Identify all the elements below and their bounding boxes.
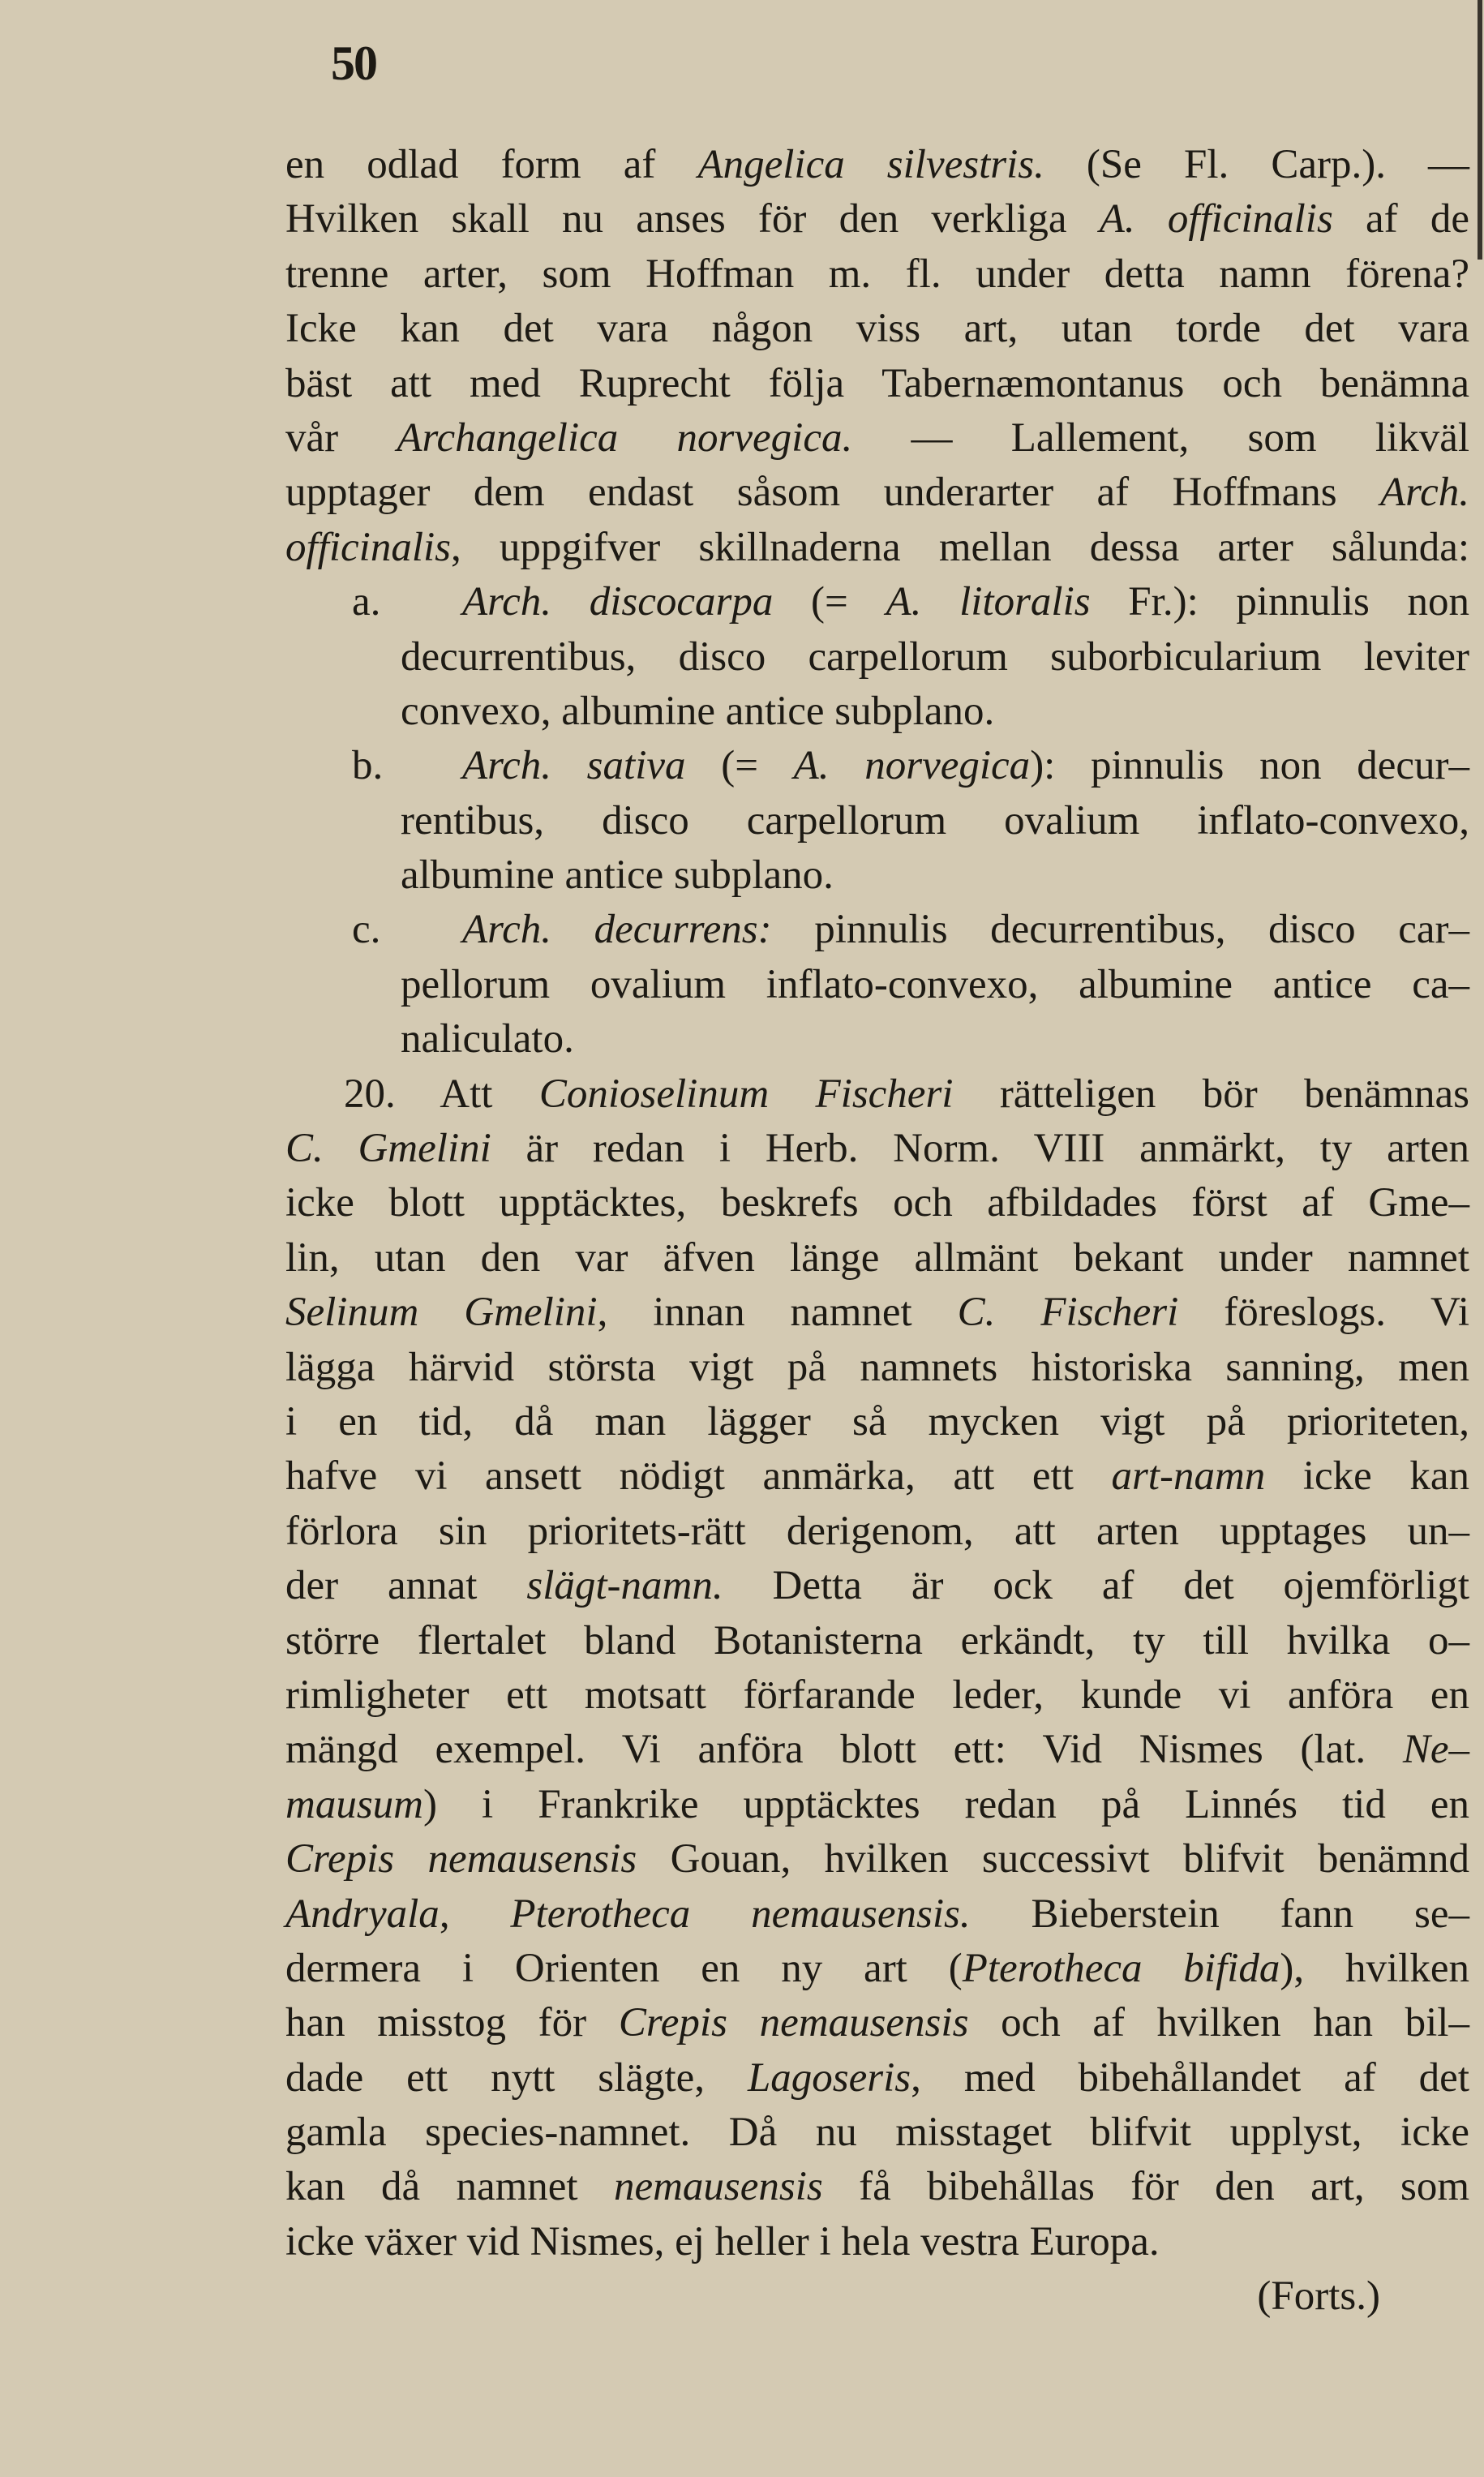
text-segment: han misstog för	[285, 2000, 619, 2046]
text-segment: gamla species-namnet. Då nu misstaget blifvit upplyst, icke	[285, 2110, 1469, 2156]
italic-segment: Angelica silvestris.	[697, 142, 1044, 187]
text-line	[285, 903, 1469, 957]
text-segment: decurrentibus, disco carpellorum suborbicularium leviter	[401, 633, 1469, 680]
text-segment: Icke kan det vara någon viss art, utan torde det vara	[285, 306, 1469, 352]
text-line	[285, 685, 1469, 739]
text-segment: lin, utan den var äfven länge allmänt bekant under namnet	[285, 1234, 1469, 1281]
text-segment: hafve vi ansett nödigt anmärka, att ett	[285, 1453, 1112, 1500]
italic-segment: Lagoseris	[747, 2054, 911, 2101]
text-segment: af de	[1332, 196, 1469, 243]
text-line	[285, 1176, 1469, 1230]
text-segment: , med bibehållandet af det	[911, 2054, 1469, 2101]
text-line	[285, 247, 1469, 302]
text-segment: pinnulis decurrentibus, disco car–	[771, 907, 1470, 953]
italic-segment: mausum	[285, 1781, 424, 1827]
text-line	[285, 2269, 1469, 2324]
text-line	[285, 1341, 1469, 1395]
text-segment: Bieberstein fann se–	[970, 1891, 1469, 1937]
text-segment: rentibus, disco carpellorum ovalium inflato-convexo,	[401, 797, 1469, 844]
text-segment: rätteligen bör benämnas	[953, 1071, 1469, 1117]
italic-segment: officinalis	[285, 524, 451, 570]
text-line	[285, 466, 1469, 520]
text-segment: dermera i Orienten en ny art (	[285, 1945, 963, 1991]
text-segment: större flertalet bland Botanisterna erkändt, ty till hvilka o–	[285, 1617, 1469, 1663]
text-segment: vår	[285, 414, 397, 461]
text-segment: lägga härvid största vigt på namnets historiska sanning, men	[285, 1344, 1469, 1390]
text-segment: en odlad form af	[285, 142, 698, 187]
page-number: 50	[331, 36, 376, 90]
italic-segment: A. officinalis	[1099, 196, 1333, 243]
item-marker: b.	[352, 743, 384, 789]
text-segment: ), hvilken	[1280, 1945, 1469, 1991]
text-line	[285, 357, 1469, 411]
text-line	[285, 1012, 1469, 1067]
text-segment: (Se Fl. Carp.). —	[1044, 142, 1470, 187]
text-segment: der annat	[285, 1563, 527, 1609]
text-segment: Hvilken skall nu anses för den verkliga	[285, 196, 1100, 243]
italic-segment: Crepis nemausensis	[618, 2000, 969, 2046]
page-edge-shadow	[1478, 0, 1482, 260]
text-segment: (Forts.)	[1257, 2273, 1380, 2320]
text-line	[285, 2051, 1469, 2106]
text-segment: , uppgifver skillnaderna mellan dessa arter sålunda:	[451, 524, 1469, 570]
text-line	[285, 2160, 1469, 2214]
text-line	[285, 848, 1469, 903]
italic-segment: C. Fischeri	[957, 1290, 1179, 1336]
text-line	[285, 1559, 1469, 1613]
text-segment: mängd exempel. Vi anföra blott ett: Vid Nismes (lat.	[285, 1727, 1403, 1773]
text-segment: ): pinnulis non decur–	[1030, 743, 1470, 789]
text-segment: och af hvilken han bil–	[968, 2000, 1469, 2046]
text-line	[285, 411, 1469, 466]
text-segment: naliculato.	[401, 1016, 574, 1062]
text-line	[285, 302, 1469, 356]
text-line	[285, 1668, 1469, 1723]
italic-segment: Arch. decurrens:	[462, 907, 772, 953]
italic-segment: Pterotheca nemausensis.	[510, 1891, 971, 1937]
text-line	[285, 192, 1469, 247]
text-line	[285, 1832, 1469, 1887]
text-line	[285, 1449, 1469, 1504]
text-line	[285, 1942, 1469, 1996]
text-segment: är redan i Herb. Norm. VIII anmärkt, ty arten	[491, 1126, 1470, 1172]
italic-segment: Crepis nemausensis	[285, 1836, 637, 1882]
italic-segment: Arch. sativa	[462, 743, 686, 789]
text-line	[285, 1505, 1469, 1559]
text-line	[285, 1286, 1469, 1340]
text-segment: trenne arter, som Hoffman m. fl. under detta namn förena?	[285, 251, 1469, 297]
text-segment: förlora sin prioritets-rätt derigenom, att arten upptages un–	[285, 1508, 1469, 1554]
text-segment: icke växer vid Nismes, ej heller i hela vestra Europa.	[285, 2218, 1160, 2265]
text-line	[285, 794, 1469, 848]
text-segment: 20. Att	[344, 1071, 539, 1117]
text-line	[285, 1067, 1469, 1122]
text-segment: Detta är ock af det ojemförligt	[723, 1563, 1469, 1609]
italic-segment: A. norvegica	[793, 743, 1031, 789]
text-line	[285, 2106, 1469, 2160]
italic-segment: Ne–	[1402, 1727, 1469, 1773]
text-segment: rimligheter ett motsatt förfarande leder, kunde vi anföra en	[285, 1672, 1469, 1718]
text-line	[285, 1395, 1469, 1449]
text-segment: dade ett nytt slägte,	[285, 2054, 748, 2101]
text-segment: ,	[439, 1891, 511, 1937]
italic-segment: A. litoralis	[886, 579, 1091, 625]
italic-segment: Arch.	[1380, 470, 1469, 516]
text-line	[285, 630, 1469, 685]
text-segment: Fr.): pinnulis non	[1090, 579, 1469, 625]
item-marker: a.	[352, 579, 381, 625]
italic-segment: Conioselinum Fischeri	[538, 1071, 954, 1117]
italic-segment: Archangelica norvegica.	[397, 414, 853, 461]
text-segment: pellorum ovalium inflato-convexo, albumine antice ca–	[401, 961, 1469, 1007]
italic-segment: Andryala	[285, 1891, 440, 1937]
italic-segment: art-namn	[1111, 1453, 1266, 1500]
text-segment: få bibehållas för den art, som	[822, 2164, 1469, 2210]
text-line	[285, 575, 1469, 629]
italic-segment: Pterotheca bifida	[962, 1945, 1280, 1991]
italic-segment: C. Gmelini	[285, 1126, 491, 1172]
text-segment: , innan namnet	[597, 1290, 958, 1336]
text-segment: bäst att med Ruprecht följa Tabernæmontanus och benämna	[285, 360, 1469, 406]
text-segment: upptager dem endast såsom underarter af Hoffmans	[285, 470, 1380, 516]
italic-segment: nemausensis	[613, 2164, 823, 2210]
text-line	[285, 958, 1469, 1012]
body-text	[285, 138, 1469, 2325]
italic-segment: slägt-namn.	[526, 1563, 723, 1609]
item-marker: c.	[352, 907, 381, 953]
text-line	[285, 1122, 1469, 1176]
text-line	[285, 138, 1469, 192]
text-line	[285, 2215, 1469, 2269]
text-segment: ) i Frankrike upptäcktes redan på Linnés tid en	[423, 1781, 1469, 1827]
text-line	[285, 739, 1469, 793]
text-line	[285, 521, 1469, 575]
text-segment: föreslogs. Vi	[1178, 1290, 1469, 1336]
text-line	[285, 1723, 1469, 1777]
text-segment: — Lallement, som likväl	[852, 414, 1469, 461]
text-segment: kan då namnet	[285, 2164, 614, 2210]
text-segment: albumine antice subplano.	[401, 852, 834, 899]
text-line	[285, 1778, 1469, 1832]
text-line	[285, 1887, 1469, 1942]
text-segment: i en tid, då man lägger så mycken vigt på prioriteten,	[285, 1398, 1469, 1445]
text-segment: icke blott upptäcktes, beskrefs och afbildades först af Gme–	[285, 1180, 1469, 1226]
text-line	[285, 1996, 1469, 2050]
italic-segment: Arch. discocarpa	[462, 579, 774, 625]
text-segment: Gouan, hvilken successivt blifvit benämnd	[637, 1836, 1469, 1882]
text-line	[285, 1614, 1469, 1668]
text-segment: icke kan	[1265, 1453, 1470, 1500]
text-segment: (=	[773, 579, 886, 625]
text-segment: (=	[685, 743, 794, 789]
italic-segment: Selinum Gmelini	[285, 1290, 598, 1336]
text-line	[285, 1231, 1469, 1286]
text-segment: convexo, albumine antice subplano.	[401, 688, 995, 734]
